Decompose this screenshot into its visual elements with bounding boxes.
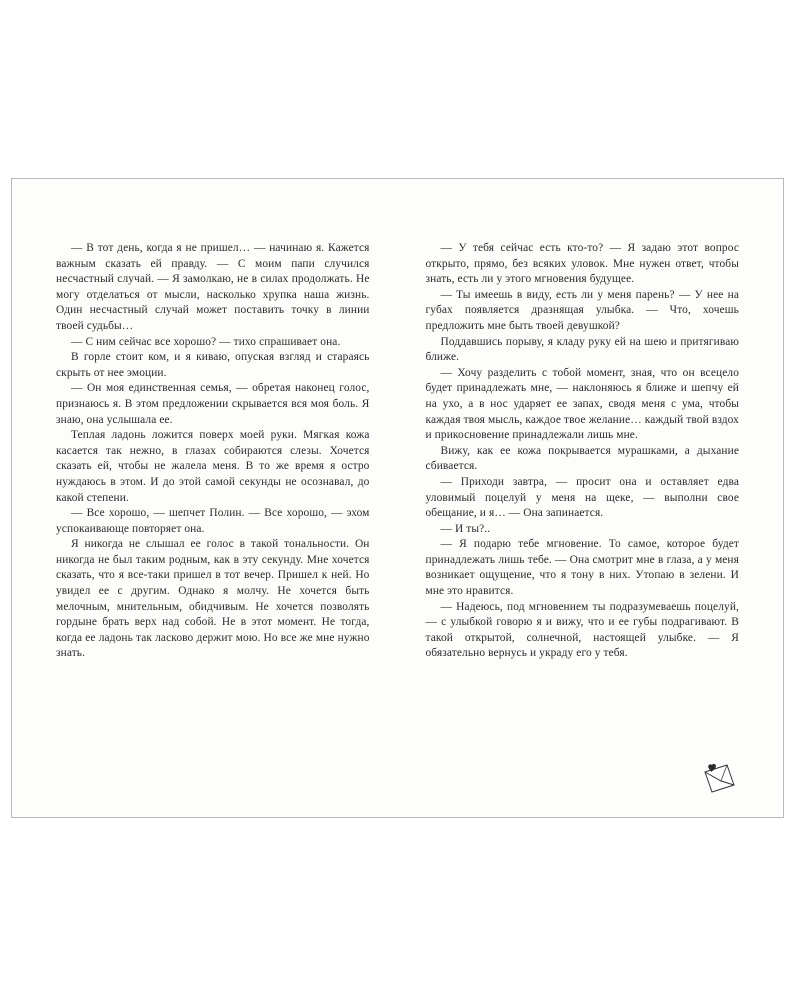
paragraph: — С ним сейчас все хорошо? — тихо спрашивает она.: [71, 335, 341, 348]
paragraph: — Приходи завтра, — просит она и оставляет едва уловимый поцелуй у меня на щеке, — выполни свое обещание, и я… — Она запинается.: [425, 475, 739, 520]
paragraph: Поддавшись порыву, я кладу руку ей на шею и притягиваю ближе.: [425, 335, 739, 364]
column-right: [398, 241, 740, 781]
paragraph: — Я подарю тебе мгновение. То самое, которое будет принадлежать лишь тебе. — Она смотрит мне в глаза, а у меня возникает ощущение, что я тону в них. Утопаю в зелени. И мне это нравится.: [425, 538, 739, 598]
paragraph: — Надеюсь, под мгновением ты подразумеваешь поцелуй, — с улыбкой говорю я и вижу, что и ее губы подрагивают. В такой открытой, солнечной, настоящей улыбке. — Я обязательно вернусь и украду его у тебя.: [425, 600, 739, 660]
column-left: [56, 241, 398, 781]
paragraph: — И ты?..: [440, 522, 491, 535]
envelope-with-heart-icon: [697, 759, 737, 793]
paragraph: — Он моя единственная семья, — обретая наконец голос, признаюсь я. В этом предложении скрывается вся моя боль. Я знаю, она услышала ее.: [56, 382, 370, 426]
paragraph: — В тот день, когда я не пришел… — начинаю я. Кажется важным сказать ей правду. — С моим папи случился несчастный случай. — Я замолкаю, не в силах продолжать. Не могу отделаться от мысли, насколько хрупка наша жизнь. Один несчастный случай может поставить точку в линии твоей судьбы…: [56, 242, 370, 332]
paragraph: Вижу, как ее кожа покрывается мурашками, а дыхание сбивается.: [425, 444, 739, 473]
paragraph: — Все хорошо, — шепчет Полин. — Все хорошо, — эхом успокаивающе повторяет она.: [56, 507, 370, 535]
paragraph: — Ты имеешь в виду, есть ли у меня парень? — У нее на губах появляется дразнящая улыбка. — Что, хочешь предложить мне быть твоей девушкой?: [425, 288, 739, 332]
paragraph: — Хочу разделить с тобой момент, зная, что он всецело будет принадлежать мне, — наклоняюсь я ближе и шепчу ей на ухо, а в нос ударяет ее запах, сводя меня с ума, чтобы каждая твоя мысль, каждое твое желание… каждый твой вздох и прикосновение принадлежали лишь мне.: [425, 366, 739, 442]
text-columns: [12, 179, 783, 817]
paragraph: Я никогда не слышал ее голос в такой тональности. Он никогда не был таким родным, как в эту секунду. Мне хочется сказать, что я все-таки пришел в тот вечер. Пришел к ней. Но увидел ее с другим. Однако я молчу. Не хочется быть мелочным, мнительным, обидчивым. Не хочется позволять гордыне брать верх над собой. Не в этот момент. Не тогда, когда ее ладонь так ласково держит мою. Но все же мне нужно знать.: [56, 538, 370, 660]
paragraph: В горле стоит ком, и я киваю, опуская взгляд и стараясь скрыть от нее эмоции.: [56, 351, 370, 379]
book-page: [11, 178, 784, 818]
paragraph: — У тебя сейчас есть кто-то? — Я задаю этот вопрос открыто, прямо, без всяких уловок. Мне нужен ответ, чтобы знать, есть ли у этого мгновения будущее.: [425, 242, 739, 286]
paragraph: Теплая ладонь ложится поверх моей руки. Мягкая кожа касается так нежно, в глазах собираются слезы. Хочется сказать ей, чтобы не жалела меня. В то же время я остро нуждаюсь в этом. И до этой самой секунды не осознавал, до какой степени.: [56, 429, 370, 504]
